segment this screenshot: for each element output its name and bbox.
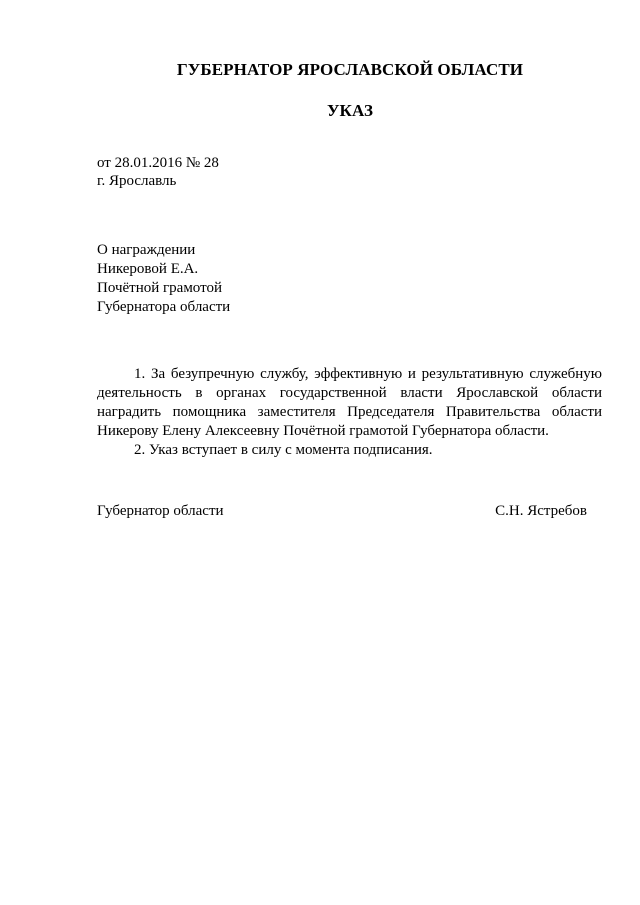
document-body <box>97 365 602 460</box>
document-city: г. Ярославль <box>97 173 177 189</box>
document-type: УКАЗ <box>326 101 374 120</box>
signatory-name: С.Н. Ястребов <box>495 503 587 519</box>
body-paragraph: 2. Указ вступает в силу с момента подписания. <box>134 442 433 458</box>
signatory-position: Губернатор области <box>97 503 224 519</box>
body-paragraph: 1. За безупречную службу, эффективную и результативную служебную деятельность в органах государственной власти Ярославской области наградить помощника заместителя Председателя Правительства области Никерову Елену Алексеевну Почётной грамотой Губернатора области. <box>97 366 602 439</box>
subject-line: О награждении <box>97 242 196 258</box>
subject-line: Никеровой Е.А. <box>97 261 199 277</box>
subject-line: Почётной грамотой <box>97 280 222 296</box>
subject-line: Губернатора области <box>97 299 231 315</box>
document-subject <box>97 241 230 317</box>
authority-title: ГУБЕРНАТОР ЯРОСЛАВСКОЙ ОБЛАСТИ <box>176 60 524 79</box>
document-date-number: от 28.01.2016 № 28 <box>97 155 219 171</box>
